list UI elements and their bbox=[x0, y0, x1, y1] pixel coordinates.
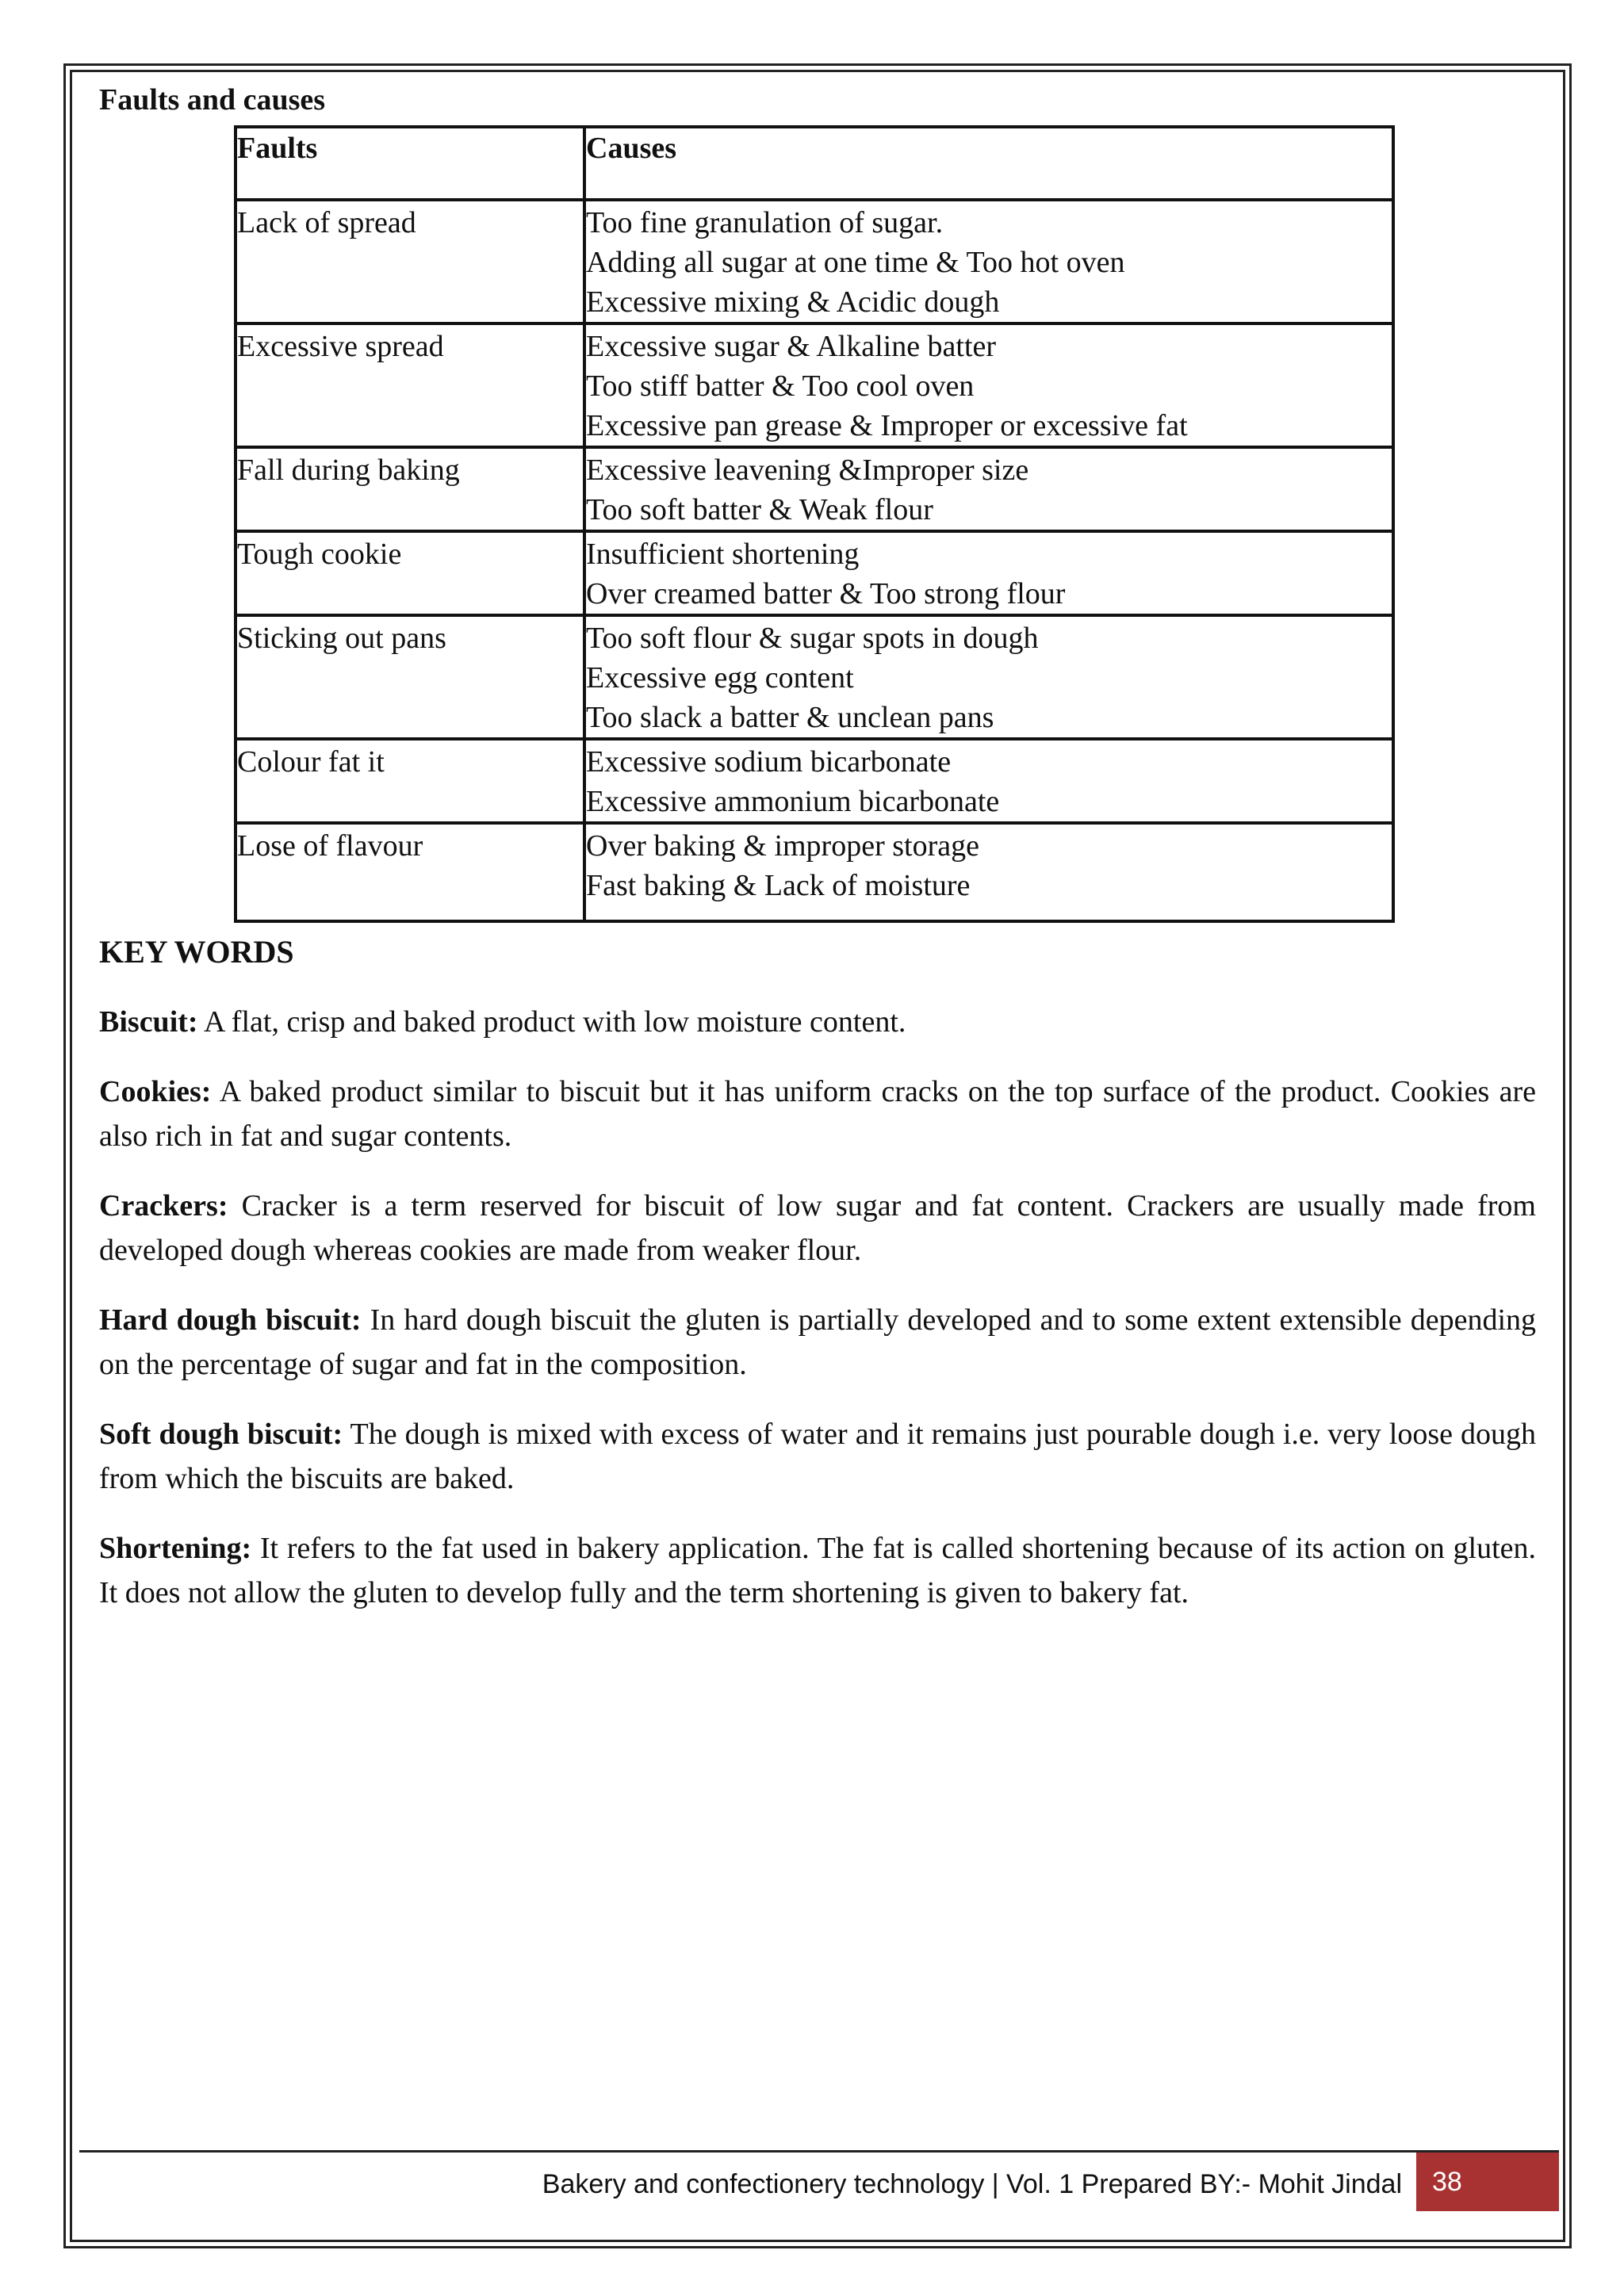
cause-line: Insufficient shortening bbox=[586, 538, 860, 571]
cause-line: Over creamed batter & Too strong flour bbox=[586, 577, 1066, 610]
fault-cell: Colour fat it bbox=[236, 739, 584, 823]
causes-cell bbox=[584, 531, 1393, 615]
faults-table bbox=[234, 125, 1395, 923]
table-header-row bbox=[236, 127, 1393, 200]
page-number: 38 bbox=[1416, 2152, 1559, 2211]
keyword-term: Biscuit: bbox=[99, 1005, 198, 1039]
keyword-shortening bbox=[99, 1526, 1536, 1615]
keyword-soft-dough-biscuit bbox=[99, 1412, 1536, 1501]
causes-cell bbox=[584, 823, 1393, 921]
keyword-definition: The dough is mixed with excess of water and it remains just pourable dough i.e. very loose dough from which the biscuits are baked. bbox=[99, 1418, 1536, 1495]
causes-cell bbox=[584, 447, 1393, 531]
key-words-heading: KEY WORDS bbox=[99, 934, 294, 970]
table-row bbox=[236, 323, 1393, 447]
section-title: Faults and causes bbox=[99, 83, 326, 117]
keyword-crackers bbox=[99, 1184, 1536, 1272]
causes-cell bbox=[584, 200, 1393, 323]
table-row bbox=[236, 739, 1393, 823]
fault-cell: Lose of flavour bbox=[236, 823, 584, 921]
cause-line: Adding all sugar at one time & Too hot oven bbox=[586, 246, 1125, 279]
keyword-term: Cookies: bbox=[99, 1075, 212, 1108]
cause-line: Too fine granulation of sugar. bbox=[586, 206, 944, 239]
fault-cell: Lack of spread bbox=[236, 200, 584, 323]
fault-cell: Fall during baking bbox=[236, 447, 584, 531]
keyword-definition: Cracker is a term reserved for biscuit of low sugar and fat content. Crackers are usually made from developed dough whereas cookies are made from weaker flour. bbox=[99, 1189, 1536, 1267]
cause-line: Too slack a batter & unclean pans bbox=[586, 701, 994, 734]
header-causes: Causes bbox=[584, 127, 1393, 200]
keyword-hard-dough-biscuit bbox=[99, 1298, 1536, 1387]
cause-line: Excessive mixing & Acidic dough bbox=[586, 285, 1000, 319]
header-faults: Faults bbox=[236, 127, 584, 200]
table-row bbox=[236, 200, 1393, 323]
fault-cell: Tough cookie bbox=[236, 531, 584, 615]
fault-cell: Sticking out pans bbox=[236, 615, 584, 739]
cause-line: Too stiff batter & Too cool oven bbox=[586, 369, 975, 403]
cause-line: Excessive sugar & Alkaline batter bbox=[586, 330, 997, 363]
table-row bbox=[236, 447, 1393, 531]
footer-rule bbox=[79, 2150, 1559, 2152]
table-row bbox=[236, 823, 1393, 921]
keyword-definition: A flat, crisp and baked product with low moisture content. bbox=[197, 1005, 906, 1039]
cause-line: Excessive leavening &Improper size bbox=[586, 453, 1029, 487]
causes-cell bbox=[584, 615, 1393, 739]
keyword-term: Crackers: bbox=[99, 1189, 228, 1223]
fault-cell: Excessive spread bbox=[236, 323, 584, 447]
keyword-term: Shortening: bbox=[99, 1532, 252, 1565]
keyword-term: Hard dough biscuit: bbox=[99, 1303, 362, 1337]
cause-line: Over baking & improper storage bbox=[586, 829, 979, 863]
keyword-definition: It refers to the fat used in bakery application. The fat is called shortening because of its action on gluten. It does not allow the gluten to develop fully and the term shortening is given to bakery fat. bbox=[99, 1532, 1536, 1609]
keyword-cookies bbox=[99, 1070, 1536, 1158]
keyword-biscuit bbox=[99, 1000, 1536, 1044]
cause-line: Too soft flour & sugar spots in dough bbox=[586, 622, 1039, 655]
cause-line: Too soft batter & Weak flour bbox=[586, 493, 933, 526]
keyword-definition: A baked product similar to biscuit but it has uniform cracks on the top surface of the product. Cookies are also rich in fat and sugar contents. bbox=[99, 1075, 1536, 1153]
causes-cell bbox=[584, 739, 1393, 823]
cause-line: Excessive egg content bbox=[586, 661, 854, 695]
cause-line: Excessive sodium bicarbonate bbox=[586, 745, 952, 779]
keyword-term: Soft dough biscuit: bbox=[99, 1418, 343, 1451]
page-content bbox=[99, 79, 1537, 1609]
key-words-section bbox=[99, 932, 1536, 1640]
table-row bbox=[236, 615, 1393, 739]
footer-text: Bakery and confectionery technology | Vol. 1 Prepared BY:- Mohit Jindal bbox=[542, 2169, 1402, 2199]
causes-cell bbox=[584, 323, 1393, 447]
cause-line: Excessive pan grease & Improper or excessive fat bbox=[586, 409, 1188, 442]
table-row bbox=[236, 531, 1393, 615]
cause-line: Excessive ammonium bicarbonate bbox=[586, 785, 1000, 818]
keyword-definition: In hard dough biscuit the gluten is partially developed and to some extent extensible depending on the percentage of sugar and fat in the composition. bbox=[99, 1303, 1537, 1381]
cause-line: Fast baking & Lack of moisture bbox=[586, 869, 971, 902]
